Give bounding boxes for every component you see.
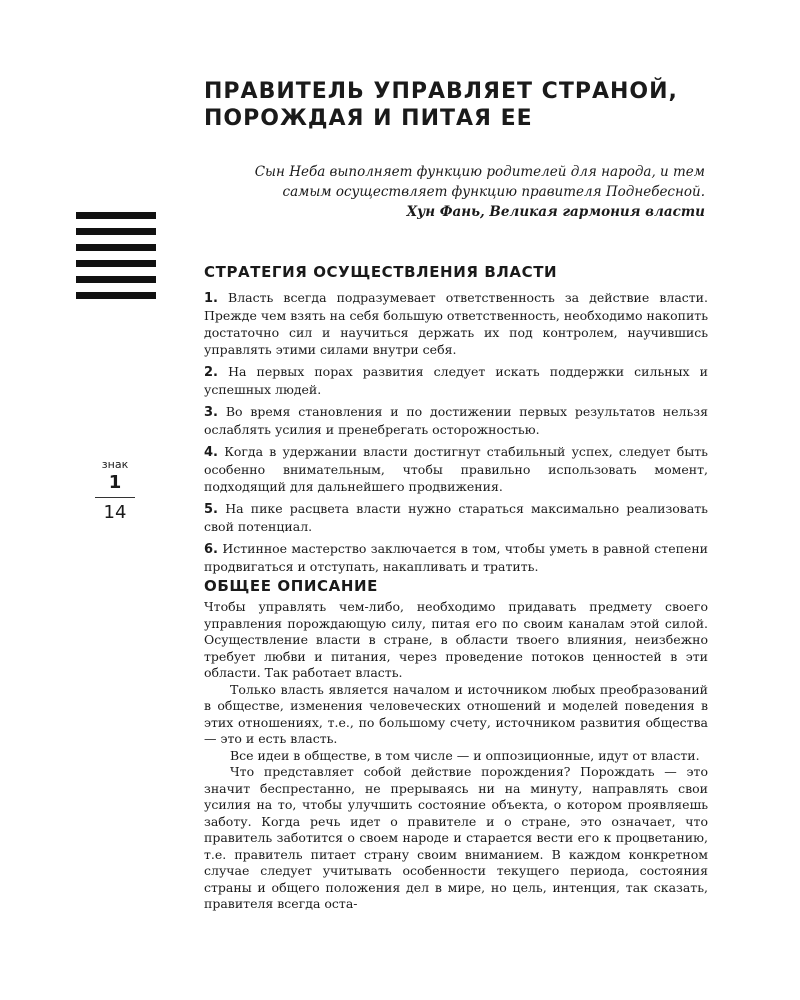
strategy-item-number: 1. xyxy=(204,291,218,306)
strategy-item-text: На первых порах развития следует искать поддержки сильных и успешных людей. xyxy=(204,364,708,397)
body-paragraph: Что представляет собой действие порождения? Порождать — это значит беспрестанно, не прерываясь ни на минуту, направлять свои усилия на то, чтобы улучшить состояние объекта, о котором проявляешь заботу. Когда речь идет о правителе и о стране, это означает, что правитель заботится о своем народе и старается вести его к процветанию, т.е. правитель питает страну своим вниманием. В каждом конкретном случае следует учитывать особенности текущего периода, состояния страны и общего положения дел в мире, но цель, интенция, так сказать, правителя всегда оста- xyxy=(204,764,708,911)
epigraph-text: Сын Неба выполняет функцию родителей для народа, и тем самым осуществляет функцию правителя Поднебесной. xyxy=(254,164,705,200)
hexagram-line xyxy=(76,228,156,235)
strategy-item-text: Истинное мастерство заключается в том, чтобы уметь в равной степени продвигаться и отступать, накапливать и тратить. xyxy=(204,541,708,574)
hexagram-line xyxy=(76,244,156,251)
strategy-item xyxy=(204,363,708,398)
epigraph xyxy=(240,162,705,222)
page-number: 14 xyxy=(103,502,127,523)
body-paragraph: Только власть является началом и источником любых преобразований в обществе, изменения человеческих отношений и моделей поведения в этих отношениях, т.е., по большому счету, источником развития общества — это и есть власть. xyxy=(204,681,708,746)
strategy-item-text: Когда в удержании власти достигнут стабильный успех, следует быть особенно внимательным, чтобы правильно использовать момент, подходящий для дальнейшего продвижения. xyxy=(204,444,708,494)
strategy-heading: СТРАТЕГИЯ ОСУЩЕСТВЛЕНИЯ ВЛАСТИ xyxy=(204,263,558,281)
hexagram-line xyxy=(76,212,156,219)
hexagram-line xyxy=(76,292,156,299)
body-paragraph: Чтобы управлять чем-либо, необходимо придавать предмету своего управления порождающую силу, питая его по своим каналам этой силой. Осуществление власти в стране, в области твоего влияния, неизбежно требует любви и питания, через проведение потоков ценностей в эти области. Так работает власть. xyxy=(204,599,708,680)
epigraph-author: Хун Фань, Великая гармония власти xyxy=(406,204,705,220)
strategy-item-number: 6. xyxy=(204,542,218,557)
strategy-item-text: Во время становления и по достижении первых результатов нельзя ослаблять усилия и пренебрегать осторожностью. xyxy=(204,404,708,437)
hexagram-line xyxy=(76,276,156,283)
page-title: ПРАВИТЕЛЬ УПРАВЛЯЕТ СТРАНОЙ, ПОРОЖДАЯ И ПИТАЯ ЕЕ xyxy=(204,79,678,131)
general-heading: ОБЩЕЕ ОПИСАНИЕ xyxy=(204,577,379,595)
strategy-item-text: На пике расцвета власти нужно стараться максимально реализовать свой потенциал. xyxy=(204,501,708,534)
strategy-item xyxy=(204,540,708,575)
hexagram-icon xyxy=(76,212,156,308)
hexagram-line xyxy=(76,260,156,267)
strategy-item xyxy=(204,500,708,535)
strategy-item-text: Власть всегда подразумевает ответственность за действие власти. Прежде чем взять на себя большую ответственность, необходимо накопить достаточно сил и научиться держать их под контролем, научившись управлять этими силами внутри себя. xyxy=(204,290,708,357)
body-paragraph: Все идеи в обществе, в том числе — и оппозиционные, идут от власти. xyxy=(230,747,700,763)
strategy-item xyxy=(204,403,708,438)
divider xyxy=(95,497,135,498)
strategy-item-number: 4. xyxy=(204,445,218,460)
sign-marker xyxy=(95,458,135,524)
strategy-item xyxy=(204,289,708,358)
strategy-item-number: 2. xyxy=(204,365,218,380)
sign-label: знак xyxy=(101,458,129,471)
strategy-item-number: 3. xyxy=(204,405,218,420)
strategy-item xyxy=(204,443,708,495)
sign-number: 1 xyxy=(108,472,122,493)
general-description xyxy=(204,599,708,913)
strategy-list xyxy=(204,289,708,580)
strategy-item-number: 5. xyxy=(204,502,218,517)
